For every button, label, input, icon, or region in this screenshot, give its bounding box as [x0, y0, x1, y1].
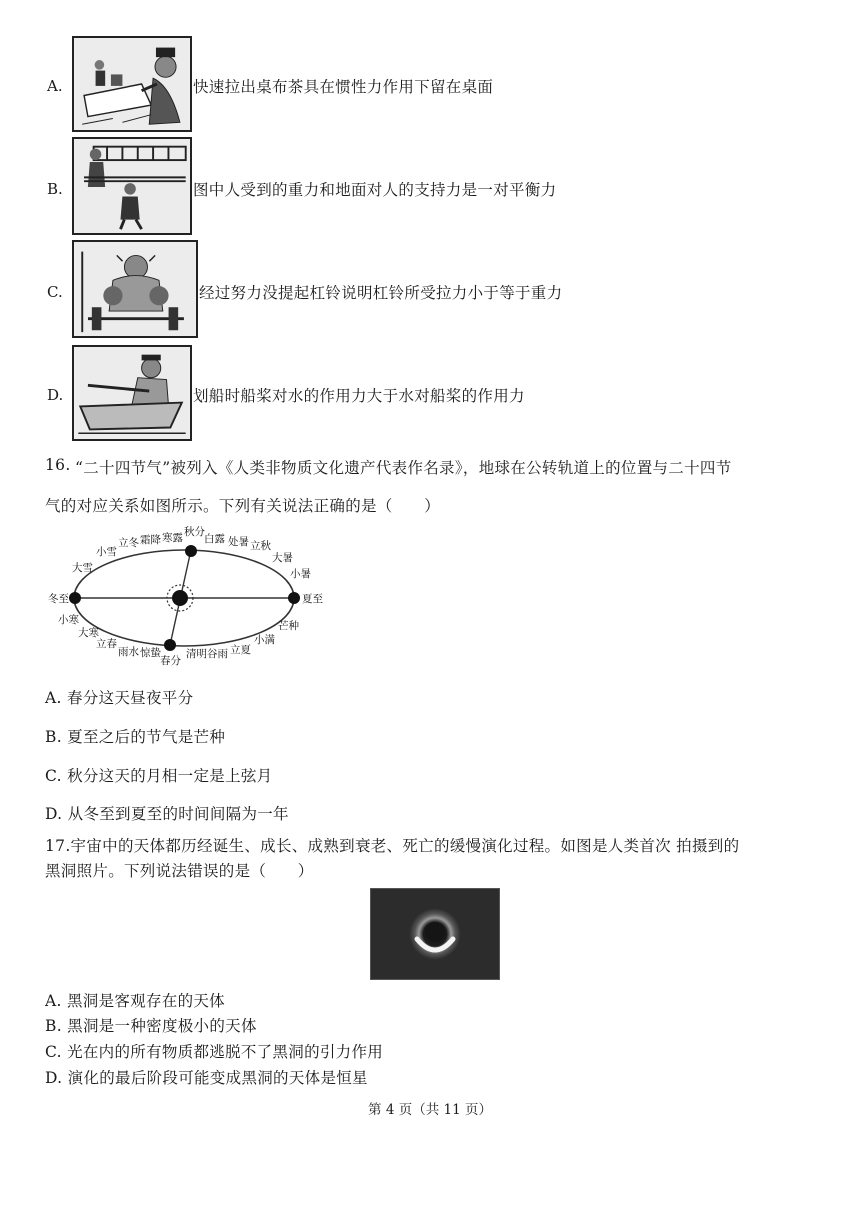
option-label: A. [45, 689, 62, 707]
black-hole-photo [370, 888, 500, 980]
option-text: 秋分这天的月相一定是上弦月 [67, 767, 273, 785]
q17-option-a [45, 989, 225, 1011]
term-lixia: 立夏 [230, 644, 251, 656]
earth-summer-solstice [288, 592, 300, 604]
q17-option-b [45, 1014, 257, 1036]
option-label: D. [45, 1069, 63, 1087]
term-xiazhi: 夏至 [302, 593, 323, 605]
term-qingming: 清明 [186, 648, 207, 660]
term-xiaoxue: 小雪 [96, 546, 117, 558]
question-stem-line2: 黑洞照片。下列说法错误的是（ ） [45, 862, 314, 880]
term-dashu: 大暑 [272, 552, 293, 564]
option-text: 黑洞是一种密度极小的天体 [67, 1017, 257, 1035]
term-jingzhe: 惊蛰 [140, 647, 161, 659]
term-xiaoman: 小满 [254, 634, 275, 646]
option-text: 夏至之后的节气是芒种 [67, 728, 226, 746]
option-label: A. [47, 77, 63, 95]
question-number: 16. [45, 456, 71, 474]
option-label: B. [45, 728, 62, 746]
term-lidong: 立冬 [118, 537, 139, 549]
term-chunfen: 春分 [160, 655, 181, 667]
option-label: D. [45, 805, 63, 823]
question-stem-line2: 气的对应关系如图所示。下列有关说法正确的是（ ） [45, 497, 441, 515]
option-text: 从冬至到夏至的时间间隔为一年 [67, 805, 289, 823]
q17-option-d [45, 1066, 368, 1088]
term-mangzhong: 芒种 [278, 620, 299, 632]
earth-spring-equinox [164, 639, 176, 651]
term-liqiu: 立秋 [250, 540, 271, 552]
option-label: C. [47, 283, 63, 301]
option-text: 光在内的所有物质都逃脱不了黑洞的引力作用 [67, 1043, 384, 1061]
question-stem-line1: “二十四节气”被列入《人类非物质文化遗产代表作名录》，地球在公转轨道上的位置与二十四节 [75, 459, 732, 477]
option-label: B. [45, 1017, 62, 1035]
q16-option-b [45, 725, 225, 747]
term-guyu: 谷雨 [207, 648, 228, 660]
term-xiaoshu: 小暑 [290, 568, 311, 580]
q16-option-a [45, 686, 193, 708]
tablecloth-pull-sketch [72, 36, 192, 132]
option-label: D. [47, 386, 64, 404]
q17-option-c [45, 1040, 383, 1062]
option-text: 经过努力没提起杠铃说明杠铃所受拉力小于等于重力 [199, 284, 563, 302]
term-chushu: 处暑 [228, 536, 249, 548]
term-hanlu: 寒露 [162, 532, 183, 544]
term-bailu: 白露 [204, 533, 225, 545]
term-daxue: 大雪 [72, 562, 93, 574]
term-qiufen: 秋分 [184, 526, 205, 538]
option-label: C. [45, 767, 62, 785]
option-text: 演化的最后阶段可能变成黑洞的天体是恒星 [67, 1069, 368, 1087]
term-xiaohan: 小寒 [58, 614, 79, 626]
q16-option-c [45, 764, 272, 786]
page-footer: 第 4 页（共 11 页） [368, 1102, 492, 1118]
term-dahan: 大寒 [78, 627, 99, 639]
term-dongzhi: 冬至 [48, 593, 69, 605]
option-text: 春分这天昼夜平分 [66, 689, 194, 707]
term-lichun: 立春 [96, 638, 117, 650]
earth-winter-solstice [69, 592, 81, 604]
option-label: C. [45, 1043, 62, 1061]
option-label: A. [45, 992, 62, 1010]
rowing-boat-sketch [72, 345, 192, 441]
q16-option-d [45, 802, 289, 824]
option-text: 图中人受到的重力和地面对人的支持力是一对平衡力 [193, 181, 557, 199]
option-label: B. [47, 180, 63, 198]
term-yushui: 雨水 [118, 646, 139, 658]
man-on-ladder-sketch [72, 137, 192, 235]
question-stem-line1: 17.宇宙中的天体都历经诞生、成长、成熟到衰老、死亡的缓慢演化过程。如图是人类首次 拍摄到的 [45, 837, 740, 855]
weightlifter-sketch [72, 240, 198, 338]
solar-terms-orbit-diagram [44, 525, 344, 670]
option-text: 黑洞是客观存在的天体 [66, 992, 225, 1010]
term-shuangjiang: 霜降 [140, 534, 161, 546]
option-text: 快速拉出桌布茶具在惯性力作用下留在桌面 [193, 78, 494, 96]
option-text: 划船时船桨对水的作用力大于水对船桨的作用力 [193, 387, 525, 405]
earth-autumn-equinox [185, 545, 197, 557]
